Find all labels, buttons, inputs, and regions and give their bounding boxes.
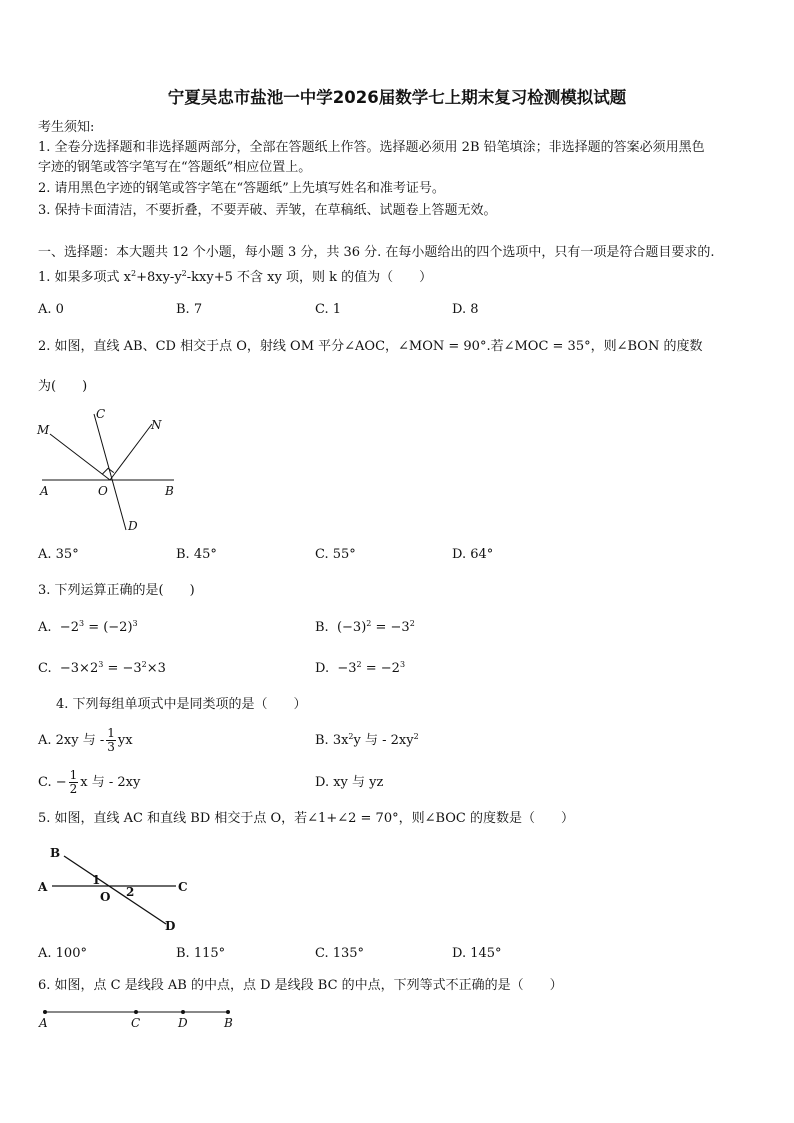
q2-option-b: B. 45° [176, 547, 217, 562]
line-bd [64, 856, 166, 924]
q1-option-b: B. 7 [176, 302, 203, 317]
q5-option-b: B. 115° [176, 946, 226, 961]
fraction-one-half: $\frac{1}{2}$ [69, 768, 78, 796]
label-d: D [165, 919, 176, 933]
q5-option-c: C. 135° [315, 946, 365, 961]
q2-option-c: C. 55° [315, 547, 356, 562]
question-4-stem: 4. 下列每组单项式中是同类项的是（ ） [56, 697, 307, 712]
section-heading: 一、选择题：本大题共 12 个小题，每小题 3 分，共 36 分. 在每小题给出的四个选项中，只有一项是符合题目要求的. [38, 245, 715, 260]
label-a: A [39, 1016, 48, 1030]
label-o: O [98, 484, 108, 498]
point-c [134, 1010, 138, 1014]
label-a: A [40, 484, 49, 498]
label-n: N [151, 418, 162, 432]
label-c: C [178, 880, 188, 894]
label-d: D [128, 519, 138, 533]
question-5-stem: 5. 如图，直线 AC 和直线 BD 相交于点 O，若∠1+∠2 = 70°，则∠BOC 的度数是（ ） [38, 811, 575, 826]
point-b [226, 1010, 230, 1014]
label-angle-1: 1 [92, 873, 101, 887]
notice-item-3: 3. 保持卡面清洁，不要折叠，不要弄破、弄皱，在草稿纸、试题卷上答题无效。 [38, 203, 497, 218]
label-b: B [50, 846, 61, 860]
q4-option-a: A. 2xy 与 - $\frac{1}{3}$ yx [38, 726, 133, 754]
label-b: B [165, 484, 174, 498]
label-b: B [224, 1016, 233, 1030]
q3-option-c: C. $-3\times 2^3 = -3^2\times 3$ [38, 660, 166, 676]
label-d: D [178, 1016, 188, 1030]
q4-option-b: B. $3x^2y$ 与 - $2xy^2$ [315, 732, 419, 748]
q4-option-c: C. − $\frac{1}{2}$ x 与 - 2xy [38, 768, 141, 796]
q1-option-d: D. 8 [452, 302, 479, 317]
notice-heading: 考生须知: [38, 120, 95, 135]
notice-item-1: 1. 全卷分选择题和非选择题两部分，全部在答题纸上作答。选择题必须用 2B 铅笔填涂；非选择题的答案必须用黑色 [38, 140, 705, 155]
label-m: M [37, 423, 50, 437]
ray-on [110, 424, 152, 480]
fraction-one-third: $\frac{1}{3}$ [107, 726, 115, 754]
notice-item-1-cont: 字迹的钢笔或答字笔写在“答题纸”相应位置上。 [38, 160, 312, 175]
label-c: C [96, 407, 106, 421]
q2-figure [34, 402, 184, 537]
q5-figure [36, 838, 196, 938]
notice-item-2: 2. 请用黑色字迹的钢笔或答字笔在“答题纸”上先填写姓名和准考证号。 [38, 181, 445, 196]
label-a: A [38, 880, 48, 894]
q1-option-a: A. 0 [38, 302, 64, 317]
label-o: O [100, 890, 111, 904]
q4-option-d: D. xy 与 yz [315, 775, 384, 790]
q6-figure [36, 1003, 246, 1033]
q3-option-b: B. $(-3)^2 = -3^2$ [315, 619, 415, 635]
point-d [181, 1010, 185, 1014]
question-6-stem: 6. 如图，点 C 是线段 AB 的中点，点 D 是线段 BC 的中点，下列等式不正确的是（ ） [38, 978, 563, 993]
question-1-stem: 1. 如果多项式 $x^2+8xy-y^2-kxy+5$ 不含 xy 项，则 k 的值为（ ） [38, 269, 433, 285]
question-3-stem: 3. 下列运算正确的是( ) [38, 583, 195, 598]
label-c: C [131, 1016, 141, 1030]
label-angle-2: 2 [126, 885, 135, 899]
question-2-stem-cont: 为( ) [38, 379, 88, 394]
q1-option-c: C. 1 [315, 302, 342, 317]
question-2-stem: 2. 如图，直线 AB、CD 相交于点 O，射线 OM 平分∠AOC，∠MON = 90°.若∠MOC = 35°，则∠BON 的度数 [38, 339, 703, 354]
q5-option-a: A. 100° [38, 946, 87, 961]
q2-option-d: D. 64° [452, 547, 494, 562]
q2-option-a: A. 35° [38, 547, 79, 562]
q3-option-a: A. $-2^3 = (-2)^3$ [38, 619, 138, 635]
page-title: 宁夏吴忠市盐池一中学2026届数学七上期末复习检测模拟试题 [167, 88, 627, 107]
right-angle-mark [102, 468, 114, 474]
point-a [43, 1010, 47, 1014]
q3-option-d: D. $-3^2 = -2^3$ [315, 660, 406, 676]
q5-option-d: D. 145° [452, 946, 502, 961]
